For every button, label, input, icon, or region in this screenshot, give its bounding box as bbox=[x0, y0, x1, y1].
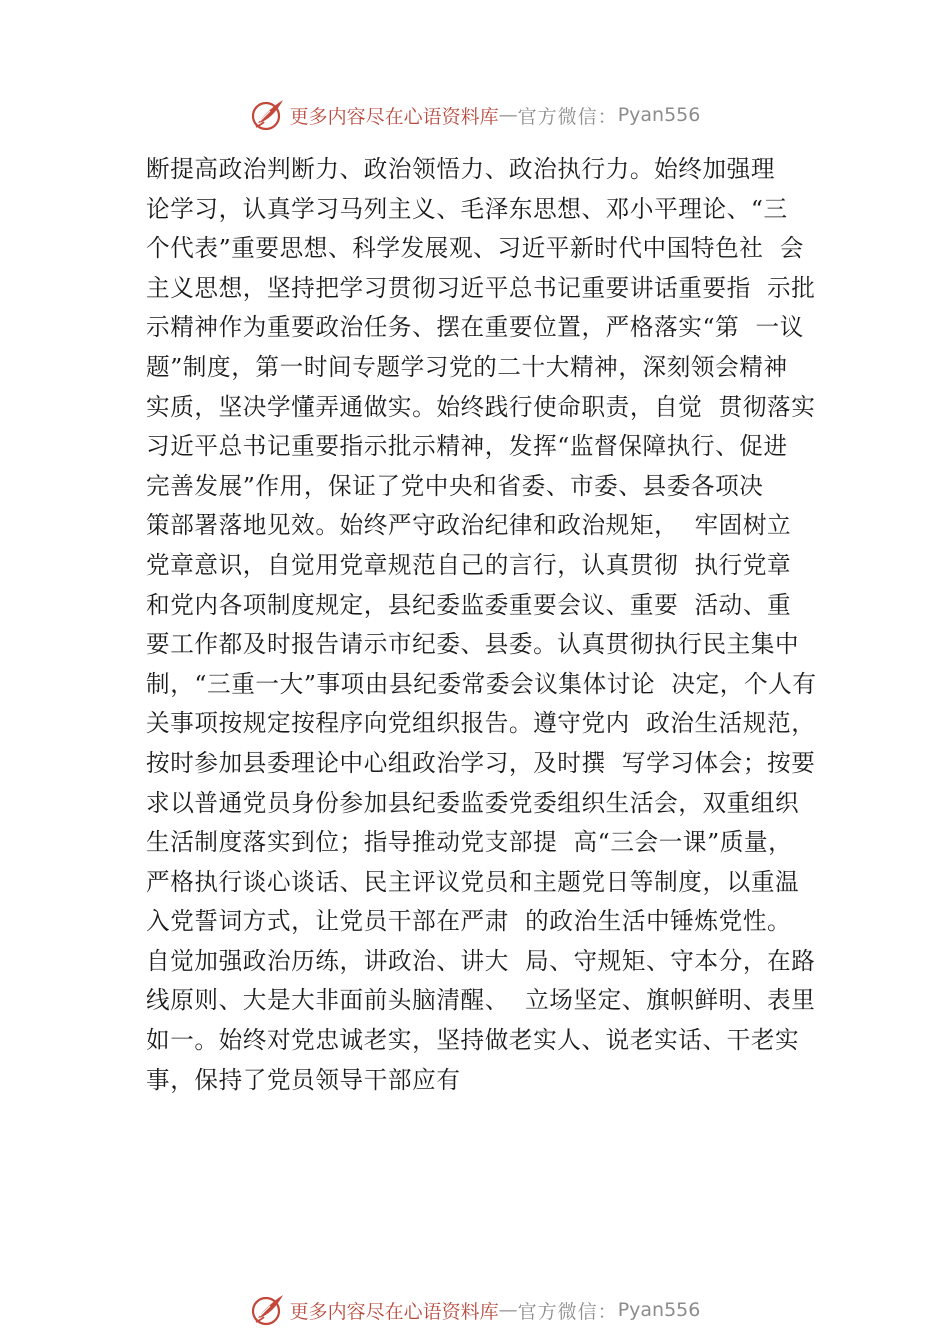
body-line: 策部署落地见效。始终严守政治纪律和政治规矩， 牢固树立 bbox=[146, 511, 792, 540]
body-line: 论学习，认真学习马列主义、毛泽东思想、邓小平理论、“三 bbox=[146, 194, 788, 223]
body-line: 如一。始终对党忠诚老实，坚持做老实人、说老实话、干老实 bbox=[146, 1026, 800, 1055]
body-line: 自觉加强政治历练，讲政治、讲大 局、守规矩、守本分，在路 bbox=[146, 946, 816, 975]
body-line: 实质，坚决学懂弄通做实。始终践行使命职责，自觉 贯彻落实 bbox=[146, 392, 816, 421]
banner-wechat-label: 官方微信： bbox=[517, 105, 618, 128]
banner-title: 更多内容尽在心语资料库 bbox=[289, 105, 499, 128]
banner-dash: — bbox=[498, 1299, 518, 1321]
quill-logo-icon bbox=[250, 97, 286, 133]
banner-wechat-label: 官方微信： bbox=[517, 1300, 618, 1323]
banner-wechat-id: Pyan556 bbox=[617, 1299, 701, 1321]
body-line: 求以普通党员身份参加县纪委监委党委组织生活会，双重组织 bbox=[146, 788, 800, 817]
header-banner bbox=[0, 95, 950, 135]
body-line: 断提高政治判断力、政治领悟力、政治执行力。始终加强理 bbox=[146, 155, 776, 183]
body-line: 完善发展”作用，保证了党中央和省委、市委、县委各项决 bbox=[146, 471, 764, 500]
body-line: 按时参加县委理论中心组政治学习，及时撰 写学习体会；按要 bbox=[146, 748, 816, 777]
body-line: 个代表”重要思想、科学发展观、习近平新时代中国特色社 会 bbox=[146, 234, 804, 263]
body-line: 示精神作为重要政治任务、摆在重要位置，严格落实“第 一议 bbox=[146, 313, 804, 342]
banner-dash: — bbox=[498, 104, 518, 126]
body-line: 题”制度，第一时间专题学习党的二十大精神，深刻领会精神 bbox=[146, 352, 788, 381]
banner-title: 更多内容尽在心语资料库 bbox=[289, 1300, 499, 1323]
body-line: 关事项按规定按程序向党组织报告。遵守党内 政治生活规范， bbox=[146, 709, 816, 738]
body-line: 习近平总书记重要指示批示精神，发挥“监督保障执行、促进 bbox=[146, 432, 788, 461]
body-line: 线原则、大是大非面前头脑清醒、 立场坚定、旗帜鲜明、表里 bbox=[146, 986, 816, 1015]
body-line: 严格执行谈心谈话、民主评议党员和主题党日等制度，以重温 bbox=[146, 867, 800, 896]
body-line: 和党内各项制度规定，县纪委监委重要会议、重要 活动、重 bbox=[146, 590, 792, 619]
body-line: 入党誓词方式，让党员干部在严肃 的政治生活中锤炼党性。 bbox=[146, 907, 792, 936]
body-line: 制，“三重一大”事项由县纪委常委会议集体讨论 决定，个人有 bbox=[146, 669, 817, 698]
body-text bbox=[146, 150, 832, 1100]
body-line: 要工作都及时报告请示市纪委、县委。认真贯彻执行民主集中 bbox=[146, 630, 800, 659]
body-line: 生活制度落实到位；指导推动党支部提 高“三会一课”质量， bbox=[146, 828, 793, 857]
quill-logo-icon bbox=[250, 1292, 286, 1328]
footer-banner bbox=[0, 1290, 950, 1330]
body-line: 党章意识，自觉用党章规范自己的言行，认真贯彻 执行党章 bbox=[146, 550, 792, 579]
body-line: 主义思想，坚持把学习贯彻习近平总书记重要讲话重要指 示批 bbox=[146, 273, 816, 302]
banner-wechat-id: Pyan556 bbox=[617, 104, 701, 126]
body-line: 事，保持了党员领导干部应有 bbox=[146, 1065, 461, 1094]
